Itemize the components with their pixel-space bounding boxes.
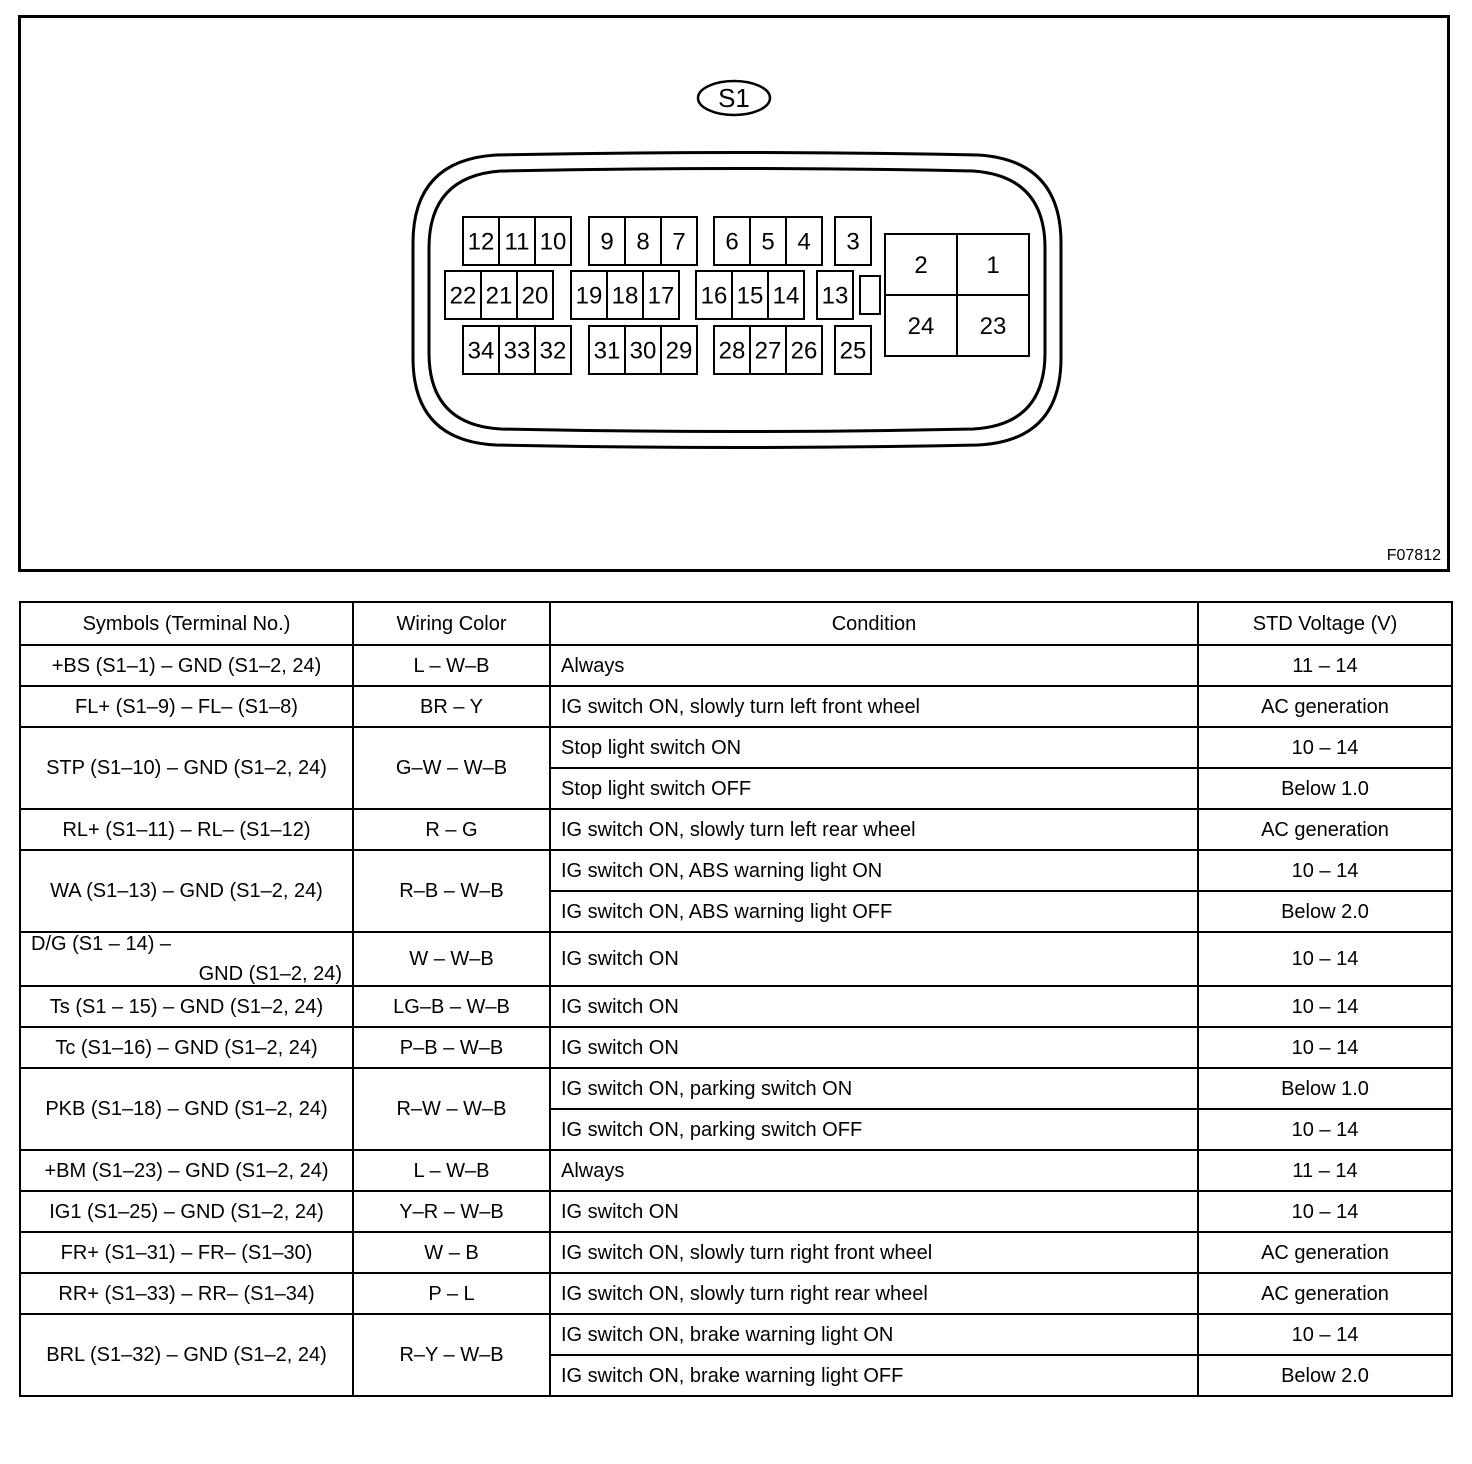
terminal-number: 24 — [907, 313, 935, 341]
terminal-pin — [445, 271, 481, 319]
connector-label — [698, 81, 770, 115]
table-row — [20, 645, 1452, 686]
terminal-pin — [714, 217, 750, 265]
std-voltage-cell: 10 – 14 — [1198, 1314, 1452, 1355]
terminal-pin — [517, 271, 553, 319]
std-voltage-cell: 11 – 14 — [1198, 1150, 1452, 1191]
terminal-pin — [535, 326, 571, 374]
wiring-color-cell: R–B – W–B — [353, 850, 550, 932]
terminal-number: 28 — [718, 337, 746, 365]
std-voltage-cell: 11 – 14 — [1198, 645, 1452, 686]
table-row — [20, 686, 1452, 727]
terminal-pin — [696, 271, 732, 319]
std-voltage-cell: AC generation — [1198, 686, 1452, 727]
condition-cell: IG switch ON, slowly turn left front wheel — [550, 686, 1198, 727]
symbol-cell: WA (S1–13) – GND (S1–2, 24) — [20, 850, 353, 932]
terminal-number: 33 — [503, 337, 531, 365]
wiring-color-cell: P–B – W–B — [353, 1027, 550, 1068]
terminal-pin — [625, 217, 661, 265]
figure-code: F07812 — [1386, 547, 1441, 564]
terminal-number: 2 — [914, 252, 928, 280]
table-header-row — [20, 602, 1452, 645]
connector-id-text: S1 — [718, 83, 750, 113]
wiring-color-cell: BR – Y — [353, 686, 550, 727]
terminal-number: 17 — [647, 282, 675, 310]
table-row — [20, 1068, 1452, 1109]
terminal-pin — [463, 217, 499, 265]
wiring-color-cell: LG–B – W–B — [353, 986, 550, 1027]
terminal-number: 8 — [636, 228, 650, 256]
header-condition: Condition — [550, 602, 1198, 645]
std-voltage-cell: 10 – 14 — [1198, 986, 1452, 1027]
std-voltage-cell: 10 – 14 — [1198, 727, 1452, 768]
std-voltage-cell: Below 2.0 — [1198, 1355, 1452, 1396]
terminal-number: 5 — [761, 228, 775, 256]
terminal-number: 12 — [467, 228, 495, 256]
terminal-number: 29 — [665, 337, 693, 365]
header-wiring-color: Wiring Color — [353, 602, 550, 645]
symbol-cell — [20, 932, 353, 986]
header-std-voltage: STD Voltage (V) — [1198, 602, 1452, 645]
terminal-pin — [768, 271, 804, 319]
std-voltage-cell: 10 – 14 — [1198, 1191, 1452, 1232]
terminal-number: 1 — [986, 252, 1000, 280]
terminal-number: 22 — [449, 282, 477, 310]
symbol-cell: IG1 (S1–25) – GND (S1–2, 24) — [20, 1191, 353, 1232]
terminal-pin — [835, 217, 871, 265]
terminal-number: 30 — [629, 337, 657, 365]
wiring-color-cell: L – W–B — [353, 1150, 550, 1191]
terminal-number: 11 — [504, 228, 530, 256]
condition-cell: IG switch ON — [550, 986, 1198, 1027]
wiring-color-cell: W – W–B — [353, 932, 550, 986]
terminal-number: 27 — [754, 337, 782, 365]
wiring-color-cell: Y–R – W–B — [353, 1191, 550, 1232]
terminal-number: 10 — [539, 228, 567, 256]
terminal-pin — [750, 217, 786, 265]
terminal-pins — [445, 217, 1029, 374]
terminal-number: 25 — [839, 337, 867, 365]
terminal-number: 34 — [467, 337, 495, 365]
table-row — [20, 809, 1452, 850]
condition-cell: Stop light switch ON — [550, 727, 1198, 768]
std-voltage-cell: 10 – 14 — [1198, 1027, 1452, 1068]
table-row — [20, 1027, 1452, 1068]
connector-diagram — [21, 18, 1447, 569]
table-row — [20, 1150, 1452, 1191]
condition-cell: IG switch ON, ABS warning light ON — [550, 850, 1198, 891]
terminal-pin — [750, 326, 786, 374]
std-voltage-cell: 10 – 14 — [1198, 932, 1452, 986]
terminal-pin — [661, 326, 697, 374]
terminal-number: 13 — [821, 282, 849, 310]
terminal-number: 32 — [539, 337, 567, 365]
condition-cell: IG switch ON — [550, 1027, 1198, 1068]
terminal-pin — [957, 295, 1029, 356]
symbol-cell: PKB (S1–18) – GND (S1–2, 24) — [20, 1068, 353, 1150]
table-row — [20, 986, 1452, 1027]
terminal-pin — [589, 326, 625, 374]
terminal-pin — [885, 234, 957, 295]
header-symbols: Symbols (Terminal No.) — [20, 602, 353, 645]
terminal-number: 18 — [611, 282, 639, 310]
table-body — [20, 645, 1452, 1396]
terminal-number: 14 — [772, 282, 800, 310]
terminal-pin — [786, 217, 822, 265]
symbol-line-2: GND (S1–2, 24) — [198, 963, 342, 985]
terminal-pin — [885, 295, 957, 356]
std-voltage-cell: 10 – 14 — [1198, 850, 1452, 891]
table-row — [20, 1273, 1452, 1314]
key-slot — [860, 276, 880, 314]
condition-cell: IG switch ON — [550, 1191, 1198, 1232]
std-voltage-cell: Below 1.0 — [1198, 768, 1452, 809]
wiring-color-cell: L – W–B — [353, 645, 550, 686]
terminal-number: 26 — [790, 337, 818, 365]
symbol-cell: RL+ (S1–11) – RL– (S1–12) — [20, 809, 353, 850]
terminal-pin — [625, 326, 661, 374]
terminal-pin — [499, 217, 535, 265]
condition-cell: IG switch ON, brake warning light ON — [550, 1314, 1198, 1355]
condition-cell: IG switch ON, ABS warning light OFF — [550, 891, 1198, 932]
condition-cell: IG switch ON — [550, 932, 1198, 986]
wiring-color-cell: W – B — [353, 1232, 550, 1273]
symbol-cell: BRL (S1–32) – GND (S1–2, 24) — [20, 1314, 353, 1396]
terminal-pin — [835, 326, 871, 374]
terminal-pin — [714, 326, 750, 374]
terminal-number: 19 — [575, 282, 603, 310]
condition-cell: IG switch ON, parking switch OFF — [550, 1109, 1198, 1150]
condition-cell: IG switch ON, slowly turn left rear wheel — [550, 809, 1198, 850]
terminal-pin — [463, 326, 499, 374]
symbol-cell: FR+ (S1–31) – FR– (S1–30) — [20, 1232, 353, 1273]
terminal-number: 16 — [700, 282, 728, 310]
terminal-pin — [732, 271, 768, 319]
terminal-pin — [571, 271, 607, 319]
symbol-cell: +BM (S1–23) – GND (S1–2, 24) — [20, 1150, 353, 1191]
std-voltage-cell: 10 – 14 — [1198, 1109, 1452, 1150]
table-row — [20, 1191, 1452, 1232]
symbol-line-1: D/G (S1 – 14) – — [31, 933, 172, 955]
terminal-pin — [957, 234, 1029, 295]
wiring-color-cell: R–W – W–B — [353, 1068, 550, 1150]
table-row — [20, 850, 1452, 891]
terminal-pin — [661, 217, 697, 265]
terminal-number: 9 — [600, 228, 614, 256]
terminal-number: 20 — [521, 282, 549, 310]
terminal-number: 7 — [672, 228, 686, 256]
condition-cell: Always — [550, 645, 1198, 686]
std-voltage-cell: AC generation — [1198, 1232, 1452, 1273]
condition-cell: Always — [550, 1150, 1198, 1191]
terminal-pin — [499, 326, 535, 374]
condition-cell: Stop light switch OFF — [550, 768, 1198, 809]
condition-cell: IG switch ON, parking switch ON — [550, 1068, 1198, 1109]
terminal-pin — [535, 217, 571, 265]
std-voltage-cell: Below 1.0 — [1198, 1068, 1452, 1109]
terminal-pin — [643, 271, 679, 319]
terminal-pin — [589, 217, 625, 265]
condition-cell: IG switch ON, slowly turn right rear wheel — [550, 1273, 1198, 1314]
terminal-number: 23 — [979, 313, 1007, 341]
terminal-number: 21 — [485, 282, 513, 310]
wiring-color-cell: G–W – W–B — [353, 727, 550, 809]
connector-diagram-panel — [18, 15, 1450, 572]
table-row — [20, 1232, 1452, 1273]
symbol-cell: STP (S1–10) – GND (S1–2, 24) — [20, 727, 353, 809]
symbol-cell: Tc (S1–16) – GND (S1–2, 24) — [20, 1027, 353, 1068]
wiring-color-cell: R–Y – W–B — [353, 1314, 550, 1396]
terminal-number: 31 — [593, 337, 621, 365]
terminal-number: 15 — [736, 282, 764, 310]
symbol-cell: +BS (S1–1) – GND (S1–2, 24) — [20, 645, 353, 686]
std-voltage-cell: AC generation — [1198, 1273, 1452, 1314]
terminal-number: 4 — [797, 228, 811, 256]
wiring-color-cell: P – L — [353, 1273, 550, 1314]
terminal-pin — [607, 271, 643, 319]
terminal-voltage-table — [19, 601, 1453, 1397]
table-row — [20, 932, 1452, 986]
terminal-number: 6 — [725, 228, 739, 256]
table-row — [20, 1314, 1452, 1355]
terminal-pin — [786, 326, 822, 374]
condition-cell: IG switch ON, slowly turn right front wheel — [550, 1232, 1198, 1273]
std-voltage-cell: AC generation — [1198, 809, 1452, 850]
symbol-cell: Ts (S1 – 15) – GND (S1–2, 24) — [20, 986, 353, 1027]
terminal-pin — [817, 271, 853, 319]
symbol-cell: RR+ (S1–33) – RR– (S1–34) — [20, 1273, 353, 1314]
wiring-color-cell: R – G — [353, 809, 550, 850]
std-voltage-cell: Below 2.0 — [1198, 891, 1452, 932]
terminal-number: 3 — [846, 228, 860, 256]
condition-cell: IG switch ON, brake warning light OFF — [550, 1355, 1198, 1396]
symbol-cell: FL+ (S1–9) – FL– (S1–8) — [20, 686, 353, 727]
terminal-pin — [481, 271, 517, 319]
table-row — [20, 727, 1452, 768]
